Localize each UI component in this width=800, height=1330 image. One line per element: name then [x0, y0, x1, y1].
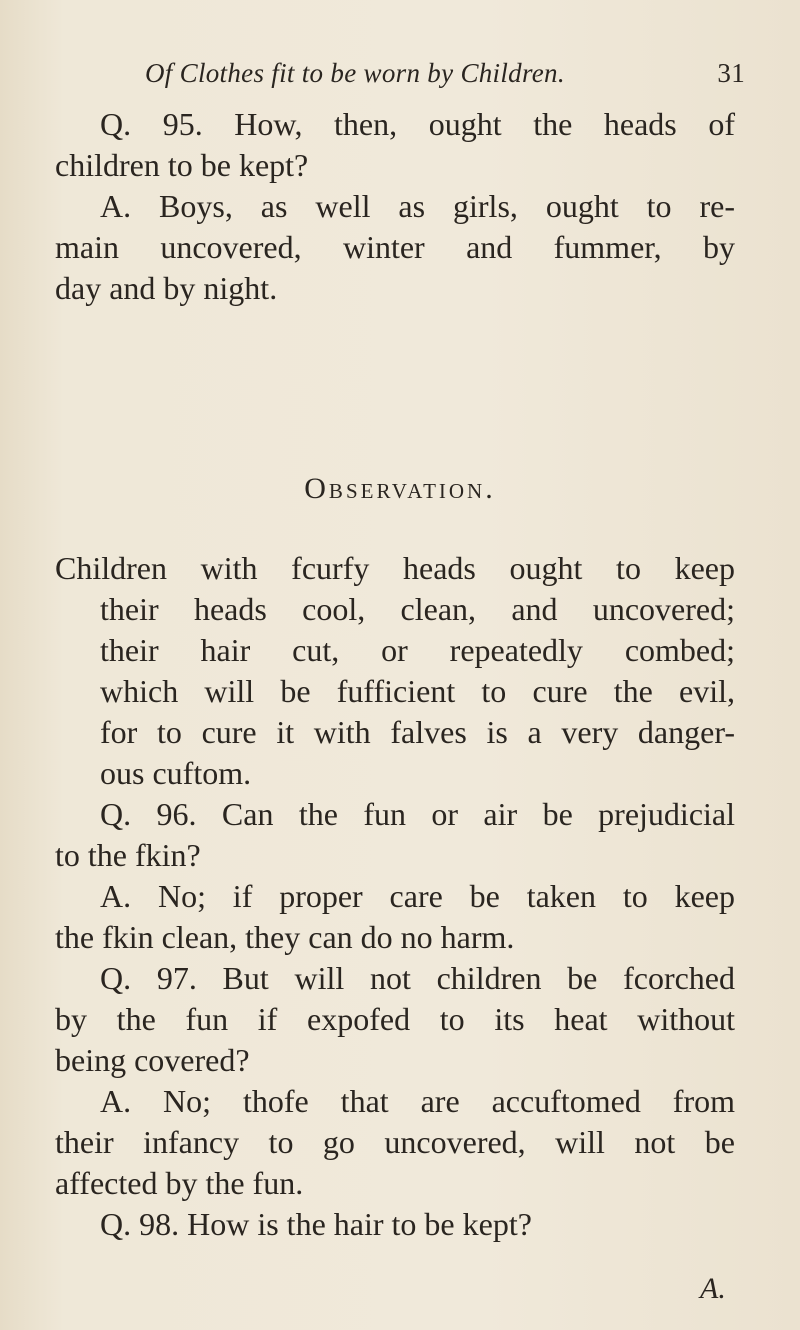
- running-head-title: Of Clothes fit to be worn by Children.: [145, 58, 565, 88]
- text-line: Q. 96. Can the fun or air be prejudicial: [100, 796, 735, 832]
- text-line: by the fun if expofed to its heat without: [55, 1001, 735, 1037]
- text-line: ous cuftom.: [100, 755, 252, 791]
- text-line: children to be kept?: [55, 147, 309, 183]
- text-line: Q. 97. But will not children be fcorched: [100, 960, 735, 996]
- text-line: A. Boys, as well as girls, ought to re-: [100, 188, 735, 224]
- section-heading: Observation.: [304, 472, 496, 505]
- text-line: A. No; if proper care be taken to keep: [100, 878, 735, 914]
- text-line: for to cure it with falves is a very danger-: [100, 714, 735, 750]
- text-line: to the fkin?: [55, 837, 201, 873]
- text-line: main uncovered, winter and fummer, by: [55, 229, 735, 265]
- text-line: day and by night.: [55, 270, 278, 306]
- text-line: their infancy to go uncovered, will not be: [55, 1124, 735, 1160]
- text-line: A. No; thofe that are accuftomed from: [100, 1083, 735, 1119]
- text-line: their heads cool, clean, and uncovered;: [100, 591, 735, 627]
- text-line: affected by the fun.: [55, 1165, 304, 1201]
- observation-body: [55, 548, 735, 1245]
- text-line: Q. 98. How is the hair to be kept?: [100, 1206, 532, 1242]
- text-line: Children with fcurfy heads ought to keep: [55, 550, 735, 586]
- text-line: the fkin clean, they can do no harm.: [55, 919, 515, 955]
- text-line: Q. 95. How, then, ought the heads of: [100, 106, 735, 142]
- page-number: 31: [717, 58, 745, 88]
- catchword: A.: [700, 1272, 726, 1305]
- running-head: [145, 58, 745, 98]
- text-line: which will be fufficient to cure the evil,: [100, 673, 735, 709]
- text-line: being covered?: [55, 1042, 250, 1078]
- question-95-block: [55, 104, 735, 309]
- text-line: their hair cut, or repeatedly combed;: [100, 632, 735, 668]
